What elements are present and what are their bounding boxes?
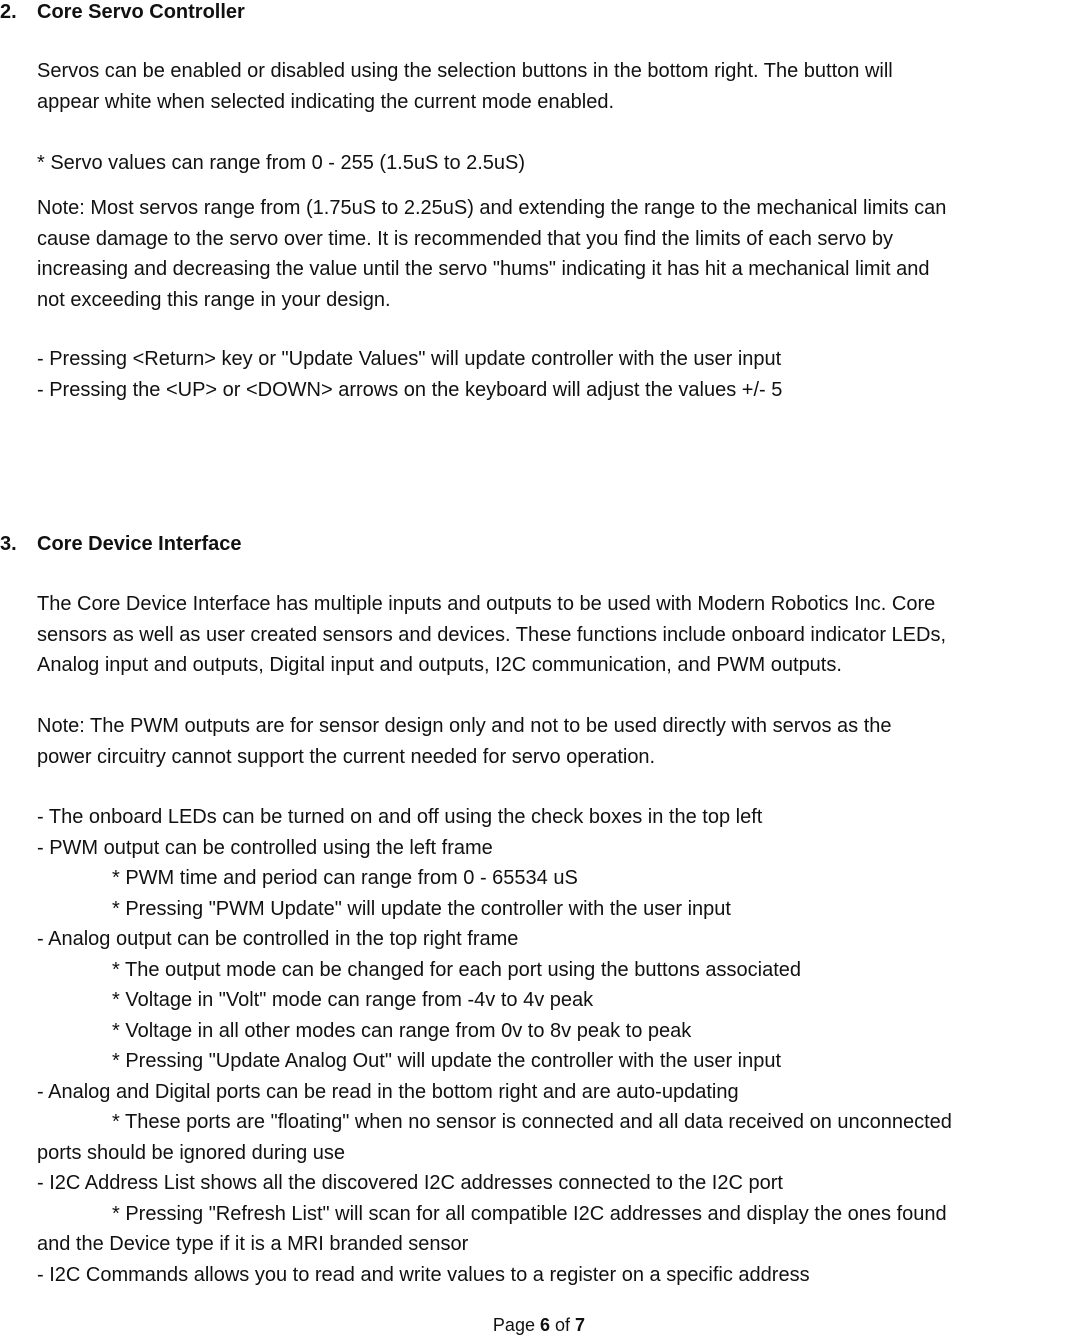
page-footer bbox=[0, 1314, 1078, 1336]
section-number: 3. bbox=[0, 533, 17, 555]
list-subitem: * Pressing "Update Analog Out" will update the controller with the user input bbox=[112, 1050, 782, 1072]
list-subitem: * Voltage in all other modes can range from 0v to 8v peak to peak bbox=[112, 1019, 692, 1042]
list-subitem: * These ports are "floating" when no sensor is connected and all data received on unconnected bbox=[112, 1111, 952, 1133]
list-continuation: and the Device type if it is a MRI branded sensor bbox=[37, 1233, 469, 1255]
list-item: - Analog output can be controlled in the top right frame bbox=[37, 928, 519, 950]
text-line: Note: Most servos range from (1.75uS to 2.25uS) and extending the range to the mechanical limits can bbox=[37, 197, 947, 219]
text-line: Note: The PWM outputs are for sensor design only and not to be used directly with servos as the bbox=[37, 715, 892, 737]
device-note-paragraph bbox=[37, 711, 1077, 772]
section-title: Core Servo Controller bbox=[37, 1, 245, 23]
section-number: 2. bbox=[0, 1, 17, 23]
of-label: of bbox=[555, 1315, 571, 1335]
servo-range-note bbox=[37, 148, 1077, 179]
list-subitem: * The output mode can be changed for each port using the buttons associated bbox=[112, 958, 801, 981]
page-label: Page bbox=[492, 1315, 535, 1335]
text-line: increasing and decreasing the value until the servo "hums" indicating it has hit a mechanical limit and bbox=[37, 258, 930, 280]
text-line: appear white when selected indicating the current mode enabled. bbox=[37, 90, 615, 113]
list-subitem: * Pressing "Refresh List" will scan for all compatible I2C addresses and display the ones found bbox=[112, 1202, 947, 1225]
servo-intro-paragraph bbox=[37, 56, 1077, 117]
text-line: power circuitry cannot support the current needed for servo operation. bbox=[37, 745, 656, 768]
text-line: cause damage to the servo over time. It is recommended that you find the limits of each servo by bbox=[37, 227, 893, 250]
list-item: - Analog and Digital ports can be read in the bottom right and are auto-updating bbox=[37, 1080, 739, 1103]
servo-note-paragraph bbox=[37, 193, 1077, 315]
device-intro-paragraph bbox=[37, 589, 1077, 681]
list-item: - I2C Address List shows all the discovered I2C addresses connected to the I2C port bbox=[37, 1172, 783, 1194]
section-title: Core Device Interface bbox=[37, 533, 242, 555]
list-item: - Pressing <Return> key or "Update Values" will update controller with the user input bbox=[37, 348, 782, 370]
list-continuation: ports should be ignored during use bbox=[37, 1141, 345, 1164]
text-line: * Servo values can range from 0 - 255 (1.5uS to 2.5uS) bbox=[37, 152, 526, 174]
list-item: - PWM output can be controlled using the left frame bbox=[37, 836, 493, 859]
section-heading-servo bbox=[0, 0, 245, 24]
list-subitem: * PWM time and period can range from 0 - 65534 uS bbox=[112, 867, 578, 889]
text-line: The Core Device Interface has multiple inputs and outputs to be used with Modern Robotics Inc. Core bbox=[37, 593, 936, 615]
current-page-number: 6 bbox=[539, 1315, 550, 1335]
text-line: sensors as well as user created sensors and devices. These functions include onboard indicator LEDs, bbox=[37, 623, 947, 646]
total-pages-number: 7 bbox=[575, 1315, 586, 1335]
list-subitem: * Voltage in "Volt" mode can range from -4v to 4v peak bbox=[112, 989, 594, 1011]
list-item: - Pressing the <UP> or <DOWN> arrows on the keyboard will adjust the values +/- 5 bbox=[37, 378, 783, 401]
list-item: - The onboard LEDs can be turned on and off using the check boxes in the top left bbox=[37, 806, 763, 828]
device-feature-list bbox=[37, 802, 1077, 1290]
text-line: Servos can be enabled or disabled using the selection buttons in the bottom right. The button will bbox=[37, 60, 893, 82]
list-subitem: * Pressing "PWM Update" will update the controller with the user input bbox=[112, 897, 731, 920]
servo-bullet-list bbox=[37, 344, 1077, 405]
list-item: - I2C Commands allows you to read and write values to a register on a specific address bbox=[37, 1263, 810, 1286]
text-line: Analog input and outputs, Digital input and outputs, I2C communication, and PWM outputs. bbox=[37, 654, 842, 676]
text-line: not exceeding this range in your design. bbox=[37, 288, 391, 311]
section-heading-device-interface bbox=[0, 532, 242, 556]
